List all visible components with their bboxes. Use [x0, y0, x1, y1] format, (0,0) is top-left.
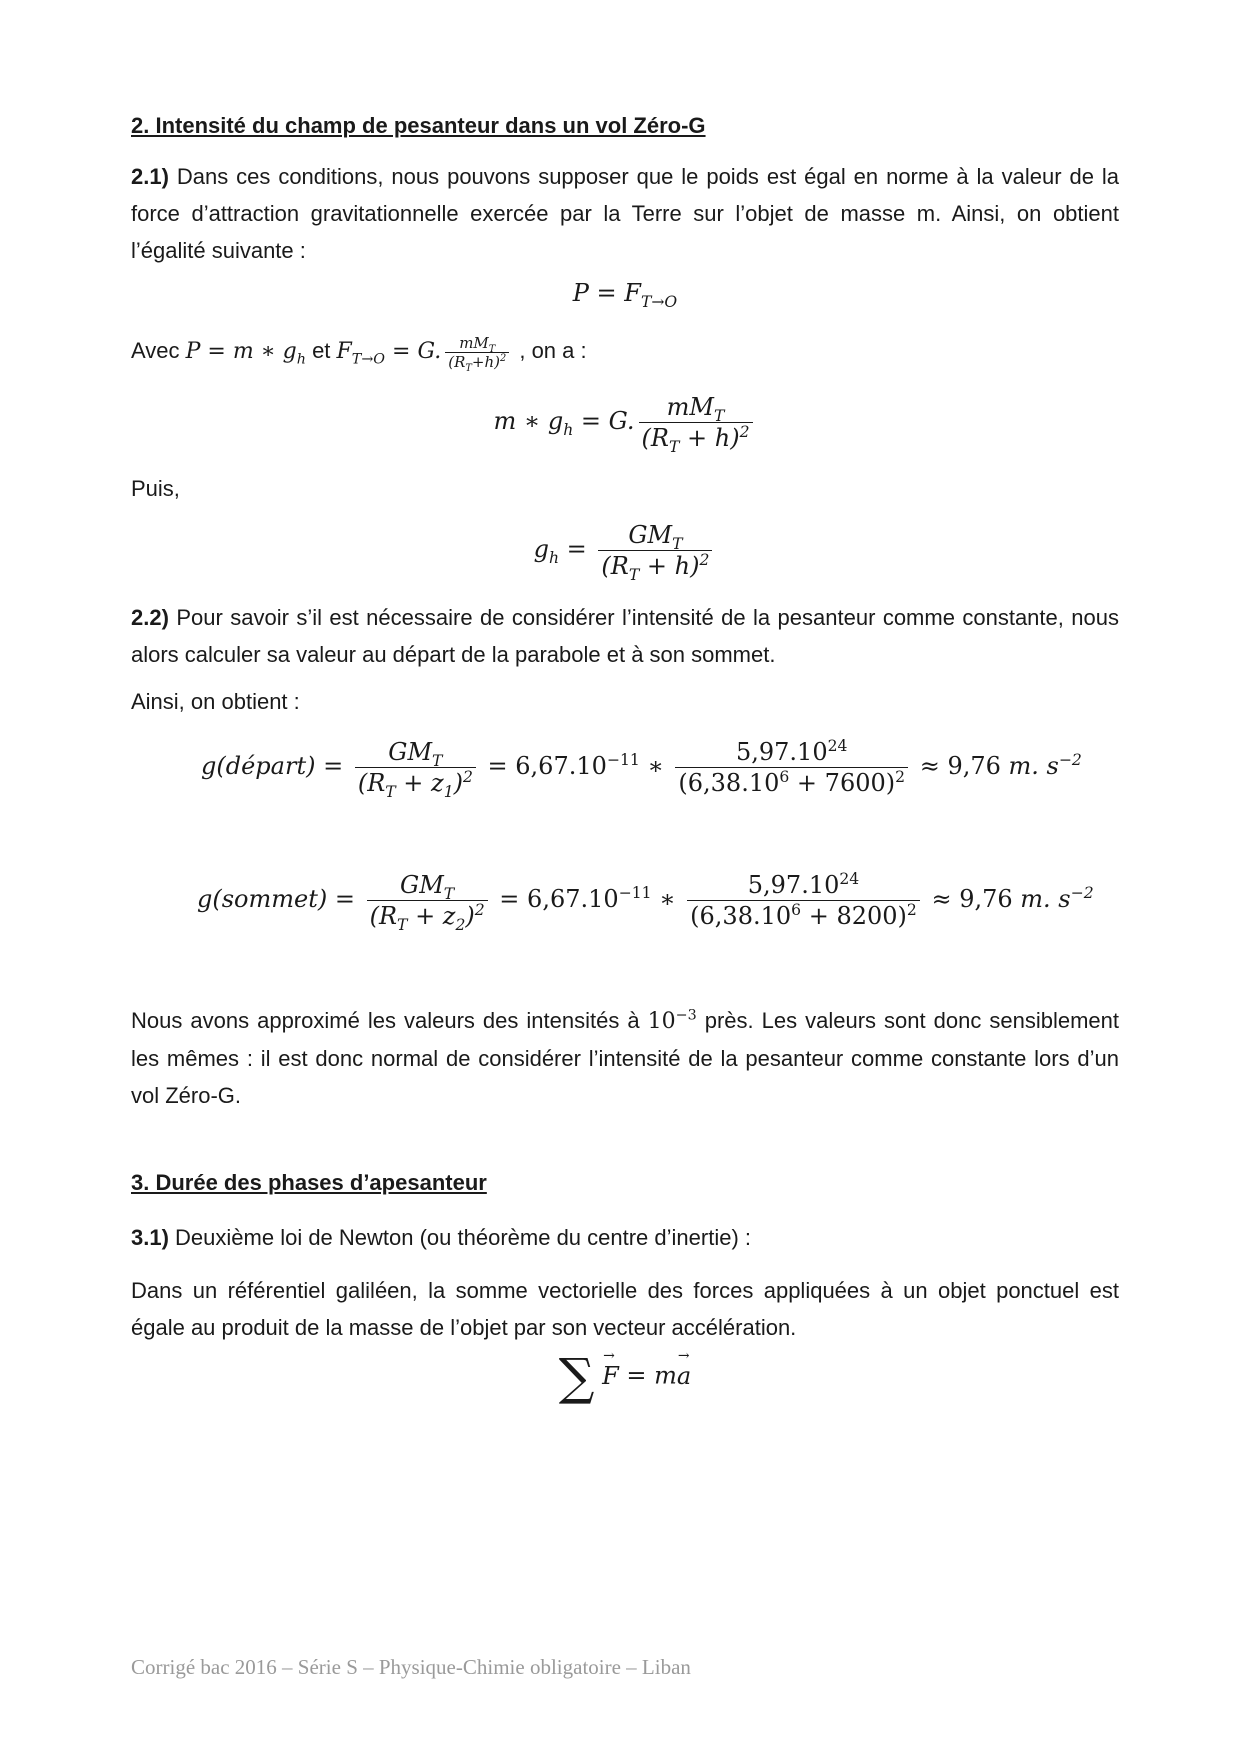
- newton-law-text: Dans un référentiel galiléen, la somme vectorielle des forces appliquées à un objet ponctuel est égale au produit de la masse de l’objet par son vecteur accélération.: [131, 1278, 1119, 1340]
- g-depart-result: 9,76: [947, 752, 1001, 780]
- g-depart-label: g(départ): [201, 752, 316, 780]
- g-depart-fraction-1: $\frac{GM_T}{(R_T + z_1)^2}$: [355, 737, 476, 798]
- ainsi-text: Ainsi, on obtient :: [131, 689, 300, 714]
- paragraph-2-2: [131, 599, 1119, 673]
- equation-gh: $g_h$ = $\frac{GM_T}{(R_T + h)^2}$: [131, 520, 1119, 581]
- paragraph-2-1: [131, 158, 1119, 269]
- g-sommet-unit: m. $s^{-2}$: [1020, 884, 1094, 913]
- equation-gh-fraction: $\frac{GM_T}{(R_T + h)^2}$: [598, 520, 712, 581]
- g-sommet-fraction-2: $\frac{5,97.10^{24}}{(6,38.10^6 + 8200)^2}$: [687, 870, 920, 931]
- vector-f: → F: [602, 1362, 619, 1390]
- conclusion-power: $10^{-3}$: [647, 1007, 697, 1034]
- question-2-2-label: 2.2): [131, 605, 169, 630]
- conclusion-start: Nous avons approximé les valeurs des intensités à: [131, 1008, 648, 1033]
- et-word: et: [305, 338, 337, 363]
- question-3-1-text: Deuxième loi de Newton (ou théorème du centre d’inertie) :: [168, 1225, 751, 1250]
- vector-a: → a: [677, 1362, 691, 1390]
- g-sommet-fraction-1: $\frac{GM_T}{(R_T + z_2)^2}$: [367, 870, 488, 931]
- paragraph-3-1: [131, 1219, 1119, 1256]
- page-footer: Corrigé bac 2016 – Série S – Physique-Chimie obligatoire – Liban: [131, 1655, 691, 1679]
- question-2-2-text: Pour savoir s’il est nécessaire de considérer l’intensité de la pesanteur comme constante, nous alors calculer sa valeur au départ de la parabole et à son sommet.: [131, 605, 1119, 667]
- sigma-symbol: ∑: [558, 1348, 595, 1406]
- on-a-word: , on a :: [513, 338, 587, 363]
- question-2-1-label: 2.1): [131, 164, 169, 189]
- conclusion-end: près. Les valeurs sont donc sensiblement les mêmes : il est donc normal de considérer l’intensité de la pesanteur comme constante lors d’un vol Zéro-G.: [131, 1008, 1120, 1108]
- question-3-1-label: 3.1): [131, 1225, 169, 1250]
- g-depart-unit: m. $s^{-2}$: [1008, 751, 1082, 780]
- equation-p-equals-f: $P = F_{T\to O}$: [572, 279, 678, 311]
- question-2-1-text: Dans ces conditions, nous pouvons supposer que le poids est égal en norme à la valeur de la force d’attraction gravitationnelle exercée par la Terre sur l’objet de masse m. Ainsi, on obtient l’égalité suivante :: [131, 164, 1119, 263]
- paragraph-conclusion: [131, 1002, 1119, 1114]
- paragraph-avec: [131, 332, 1119, 374]
- equation-g-sommet: g(sommet) = $\frac{GM_T}{(R_T + z_2)^2}$ = $6,67.10^{-11}$ ∗ $\frac{5,97.10^{24}}{(6,38.10^6 + 8200)^2}$ ≈ 9,76 m. $s^{-2}$: [197, 870, 1094, 934]
- g-sommet-g-value: $6,67.10^{-11}$: [527, 884, 652, 913]
- inline-force-formula: $F_{T\to O} = G$. $\frac{mM_T}{(R_T+h)^2}$: [337, 339, 514, 364]
- inline-force-fraction: $\frac{mM_T}{(R_T+h)^2}$: [445, 334, 509, 371]
- g-sommet-result: 9,76: [959, 885, 1013, 913]
- equation-mg-equals: m ∗ $g_h = G$. $\frac{mM_T}{(R_T + h)^2}$: [131, 392, 1119, 453]
- g-sommet-label: g(sommet): [197, 885, 328, 913]
- section-2-title: 2. Intensité du champ de pesanteur dans un vol Zéro-G: [131, 113, 706, 138]
- avec-word: Avec: [131, 338, 186, 363]
- g-depart-fraction-2: $\frac{5,97.10^{24}}{(6,38.10^6 + 7600)^2}$: [675, 737, 908, 798]
- puis-text: Puis,: [131, 476, 180, 501]
- equation-g-depart: g(départ) = $\frac{GM_T}{(R_T + z_1)^2}$ = $6,67.10^{-11}$ ∗ $\frac{5,97.10^{24}}{(6,38.10^6 + 7600)^2}$ ≈ 9,76 m. $s^{-2}$: [201, 737, 1082, 801]
- inline-weight-formula: P = m ∗ $g_h$: [185, 339, 306, 368]
- equation-newton-second-law: ∑ → F = m→ a: [131, 1352, 1119, 1402]
- section-3-title: 3. Durée des phases d’apesanteur: [131, 1170, 487, 1195]
- g-depart-g-value: $6,67.10^{-11}$: [515, 751, 640, 780]
- equation-mg-fraction: $\frac{mM_T}{(R_T + h)^2}$: [639, 392, 753, 453]
- page-content: [131, 0, 1119, 1754]
